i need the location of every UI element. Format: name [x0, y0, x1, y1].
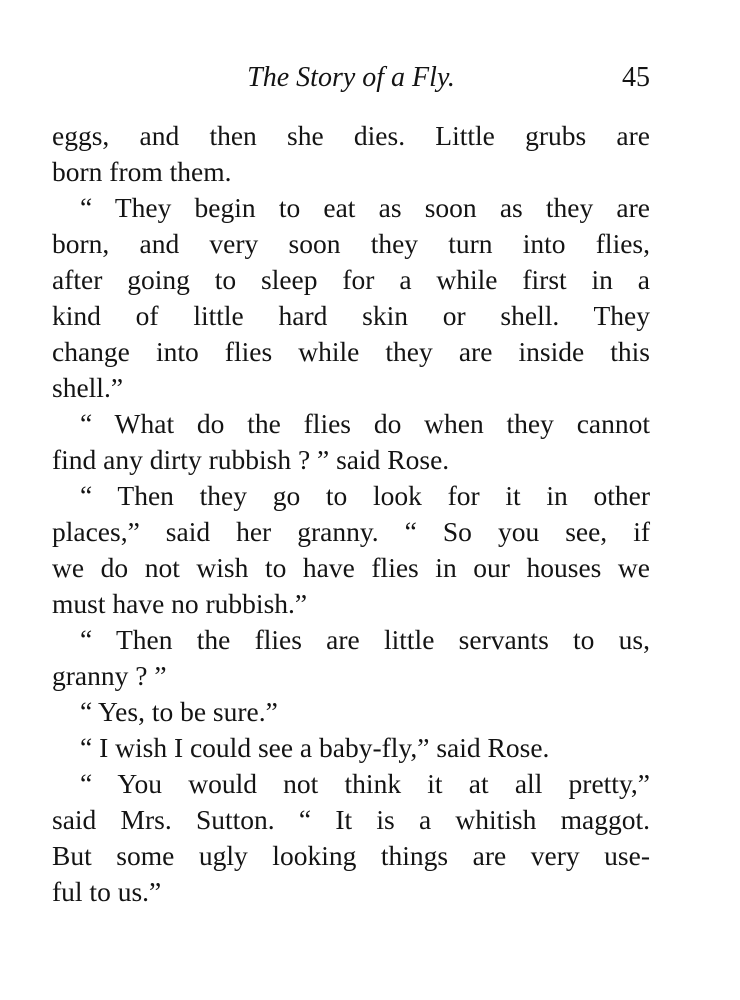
text-line: “ Yes, to be sure.”	[80, 696, 278, 727]
text-line: “ I wish I could see a baby-fly,” said Rose.	[80, 732, 550, 763]
text-line: change into flies while they are inside this	[52, 336, 650, 367]
text-line: after going to sleep for a while first in a	[52, 264, 650, 295]
running-title: The Story of a Fly.	[247, 62, 455, 93]
running-head	[52, 58, 650, 98]
page-number: 45	[622, 62, 650, 93]
text-line: kind of little hard skin or shell. They	[52, 300, 650, 331]
text-line: find any dirty rubbish ? ” said Rose.	[52, 444, 450, 475]
text-line: eggs, and then she dies. Little grubs are	[52, 120, 650, 151]
text-line: granny ? ”	[52, 660, 167, 691]
text-line: we do not wish to have flies in our houses we	[52, 552, 650, 583]
text-line: ful to us.”	[52, 876, 162, 907]
text-line: said Mrs. Sutton. “ It is a whitish maggot.	[52, 804, 650, 835]
text-line: “ Then the flies are little servants to us,	[80, 624, 650, 655]
text-line: “ You would not think it at all pretty,”	[80, 768, 650, 799]
text-line: shell.”	[52, 372, 124, 403]
text-line: But some ugly looking things are very use-	[52, 840, 650, 871]
text-line: places,” said her granny. “ So you see, if	[52, 516, 650, 547]
text-line: “ Then they go to look for it in other	[80, 480, 650, 511]
text-line: born from them.	[52, 156, 232, 187]
text-line: born, and very soon they turn into flies,	[52, 228, 650, 259]
text-line: must have no rubbish.”	[52, 588, 308, 619]
text-line: “ They begin to eat as soon as they are	[80, 192, 650, 223]
text-line: “ What do the flies do when they cannot	[80, 408, 650, 439]
body-text	[52, 118, 650, 910]
